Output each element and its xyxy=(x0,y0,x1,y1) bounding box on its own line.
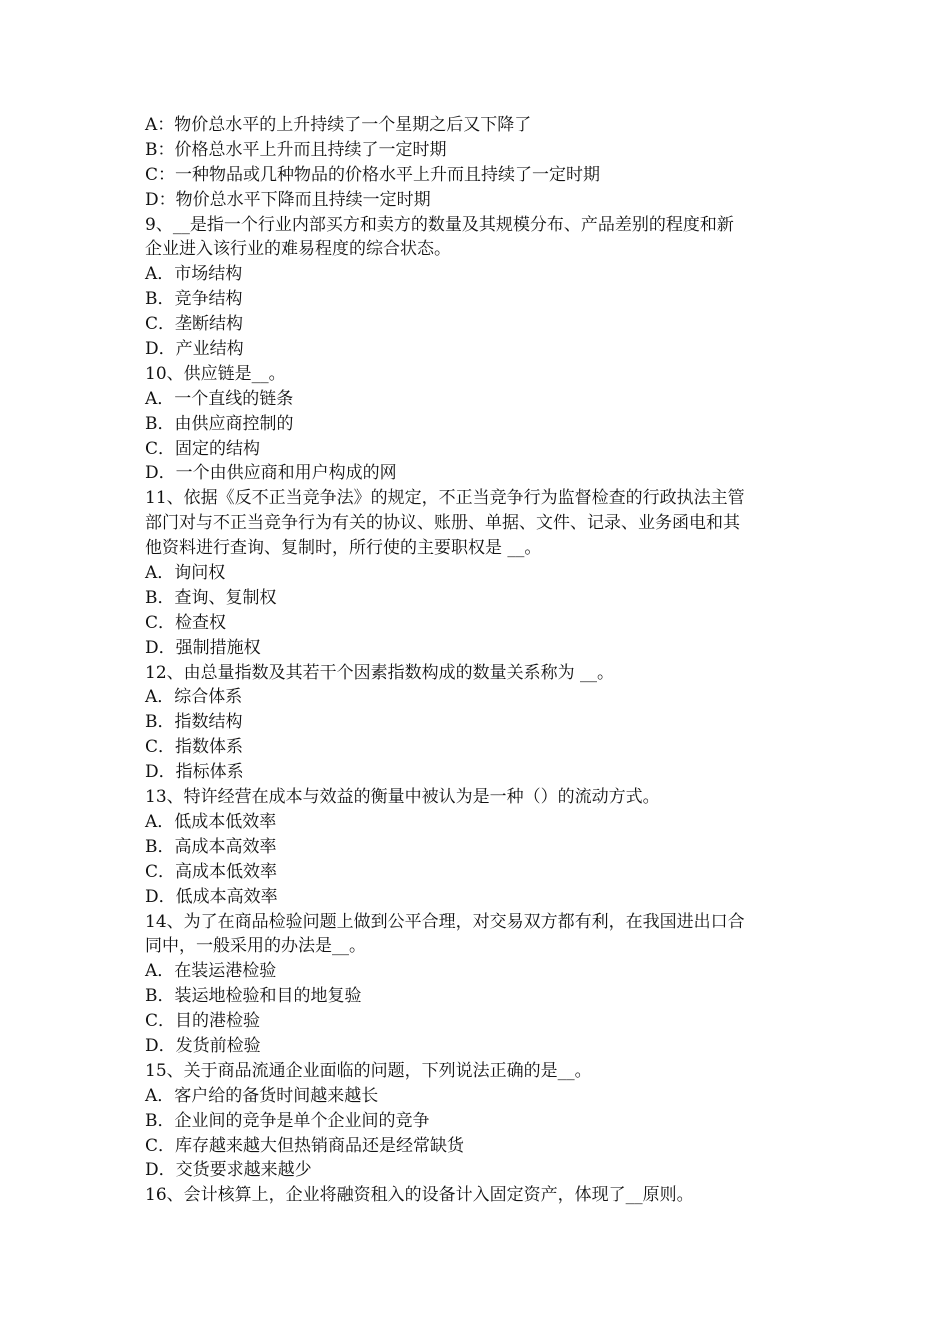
question-14-line-1: 14、为了在商品检验问题上做到公平合理，对交易双方都有利，在我国进出口合 xyxy=(145,911,745,932)
option-15a: A．客户给的备货时间越来越长 xyxy=(145,1085,379,1106)
option-10a: A．一个直线的链条 xyxy=(145,388,294,409)
option-13b: B．高成本高效率 xyxy=(145,836,277,857)
question-10: 10、供应链是__。 xyxy=(145,363,286,384)
question-9-line-2: 企业进入该行业的难易程度的综合状态。 xyxy=(145,239,451,260)
option-9a: A．市场结构 xyxy=(145,264,243,285)
option-15b: B．企业间的竞争是单个企业间的竞争 xyxy=(145,1110,430,1131)
option-10b: B．由供应商控制的 xyxy=(145,413,294,434)
option-14a: A．在装运港检验 xyxy=(145,961,277,982)
option-14b: B．装运地检验和目的地复验 xyxy=(145,986,362,1007)
question-11-line-3: 他资料进行查询、复制时，所行使的主要职权是 __。 xyxy=(145,538,542,559)
option-15d: D．交货要求越来越少 xyxy=(145,1160,312,1181)
option-12a: A．综合体系 xyxy=(145,687,243,708)
option-9c: C．垄断结构 xyxy=(145,314,244,335)
question-9-line-1: 9、__是指一个行业内部买方和卖方的数量及其规模分布、产品差别的程度和新 xyxy=(145,214,734,235)
option-13d: D．低成本高效率 xyxy=(145,886,278,907)
question-11-line-2: 部门对与不正当竞争行为有关的协议、账册、单据、文件、记录、业务函电和其 xyxy=(145,513,740,534)
question-12: 12、由总量指数及其若干个因素指数构成的数量关系称为 __。 xyxy=(145,662,615,683)
question-11-line-1: 11、依据《反不正当竞争法》的规定，不正当竞争行为监督检查的行政执法主管 xyxy=(145,488,745,509)
option-12b: B．指数结构 xyxy=(145,712,243,733)
option-15c: C．库存越来越大但热销商品还是经常缺货 xyxy=(145,1135,465,1156)
option-14d: D．发货前检验 xyxy=(145,1035,261,1056)
question-15: 15、关于商品流通企业面临的问题，下列说法正确的是__。 xyxy=(145,1060,592,1081)
option-11d: D．强制措施权 xyxy=(145,637,261,658)
option-11b: B．查询、复制权 xyxy=(145,587,277,608)
document-body xyxy=(145,113,815,1208)
option-11a: A．询问权 xyxy=(145,563,226,584)
question-16: 16、会计核算上，企业将融资租入的设备计入固定资产，体现了__原则。 xyxy=(145,1185,694,1206)
option-8c: C：一种物品或几种物品的价格水平上升而且持续了一定时期 xyxy=(145,164,601,185)
option-10c: C．固定的结构 xyxy=(145,438,261,459)
option-13c: C．高成本低效率 xyxy=(145,861,278,882)
option-9b: B．竞争结构 xyxy=(145,289,243,310)
option-10d: D．一个由供应商和用户构成的网 xyxy=(145,463,397,484)
option-12c: C．指数体系 xyxy=(145,737,244,758)
question-13: 13、特许经营在成本与效益的衡量中被认为是一种（）的流动方式。 xyxy=(145,787,660,808)
option-13a: A．低成本低效率 xyxy=(145,811,277,832)
option-14c: C．目的港检验 xyxy=(145,1011,261,1032)
question-14-line-2: 同中，一般采用的办法是__。 xyxy=(145,936,366,957)
option-8a: A：物价总水平的上升持续了一个星期之后又下降了 xyxy=(145,115,532,135)
option-12d: D．指标体系 xyxy=(145,762,244,783)
option-8b: B：价格总水平上升而且持续了一定时期 xyxy=(145,139,447,160)
option-9d: D．产业结构 xyxy=(145,339,244,360)
option-11c: C．检查权 xyxy=(145,612,227,633)
option-8d: D：物价总水平下降而且持续一定时期 xyxy=(145,189,431,210)
